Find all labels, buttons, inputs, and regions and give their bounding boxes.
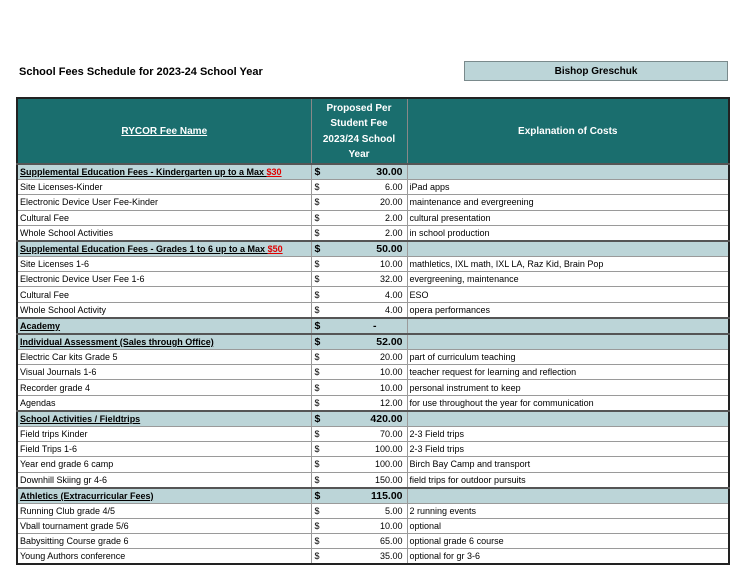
section-row [17, 488, 729, 504]
fee-amount: 150.00 [327, 472, 407, 488]
fee-explanation: part of curriculum teaching [407, 349, 729, 364]
currency-symbol: $ [311, 180, 327, 195]
section-name: Athletics (Extracurricular Fees) [17, 488, 311, 504]
section-max-amount: $50 [267, 243, 283, 254]
currency-symbol: $ [311, 549, 327, 565]
currency-symbol: $ [311, 503, 327, 518]
table-row [17, 256, 729, 271]
fee-name: Site Licenses 1-6 [17, 256, 311, 271]
fee-explanation: 2-3 Field trips [407, 426, 729, 441]
fee-amount: 5.00 [327, 503, 407, 518]
fee-amount: 2.00 [327, 225, 407, 241]
fee-explanation: optional for gr 3-6 [407, 549, 729, 565]
school-name-box [464, 61, 728, 81]
table-row [17, 472, 729, 488]
currency-symbol: $ [311, 256, 327, 271]
school-name: Bishop Greschuk [554, 65, 638, 77]
section-name: Supplemental Education Fees - Kindergarten up to a Max $30 [17, 164, 311, 180]
currency-symbol: $ [311, 518, 327, 533]
currency-symbol: $ [311, 272, 327, 287]
table-row [17, 195, 729, 210]
section-max-amount: $30 [266, 167, 282, 177]
proposed-line-2: Student Fee [330, 118, 388, 129]
fee-explanation: optional [407, 518, 729, 533]
fee-amount: 4.00 [327, 287, 407, 302]
currency-symbol: $ [311, 225, 327, 241]
table-row [17, 380, 729, 395]
table-row [17, 287, 729, 302]
fee-explanation: opera performances [407, 302, 729, 318]
table-row [17, 457, 729, 472]
currency-symbol: $ [311, 287, 327, 302]
fee-amount: 10.00 [327, 256, 407, 271]
section-row [17, 164, 729, 180]
currency-symbol: $ [311, 457, 327, 472]
section-name: Individual Assessment (Sales through Office) [17, 334, 311, 350]
fee-name: Downhill Skiing gr 4-6 [17, 472, 311, 488]
currency-symbol: $ [311, 441, 327, 456]
column-header-name: RYCOR Fee Name [17, 98, 311, 164]
table-row [17, 426, 729, 441]
currency-symbol: $ [311, 302, 327, 318]
section-amount: 50.00 [327, 241, 407, 257]
column-header-proposed [311, 98, 407, 164]
fees-table-body [17, 164, 729, 564]
fee-amount: 70.00 [327, 426, 407, 441]
currency-symbol: $ [311, 426, 327, 441]
currency-symbol: $ [311, 210, 327, 225]
fee-name: Visual Journals 1-6 [17, 365, 311, 380]
fee-explanation: Birch Bay Camp and transport [407, 457, 729, 472]
fee-amount: 32.00 [327, 272, 407, 287]
fee-explanation: cultural presentation [407, 210, 729, 225]
table-row [17, 549, 729, 565]
section-row [17, 318, 729, 334]
fee-amount: 4.00 [327, 302, 407, 318]
fee-explanation: evergreening, maintenance [407, 272, 729, 287]
fee-name: Recorder grade 4 [17, 380, 311, 395]
currency-symbol: $ [311, 488, 327, 504]
table-row [17, 503, 729, 518]
fee-name: Cultural Fee [17, 210, 311, 225]
section-amount: - [327, 318, 407, 334]
column-header-explanation: Explanation of Costs [407, 98, 729, 164]
currency-symbol: $ [311, 349, 327, 364]
currency-symbol: $ [311, 534, 327, 549]
fee-amount: 20.00 [327, 195, 407, 210]
fee-explanation: maintenance and evergreening [407, 195, 729, 210]
fee-name: Field trips Kinder [17, 426, 311, 441]
fee-explanation: 2-3 Field trips [407, 441, 729, 456]
fee-name: Site Licenses-Kinder [17, 180, 311, 195]
table-row [17, 349, 729, 364]
fee-name: Cultural Fee [17, 287, 311, 302]
currency-symbol: $ [311, 334, 327, 350]
section-row [17, 241, 729, 257]
fee-name: Electronic Device User Fee 1-6 [17, 272, 311, 287]
fee-explanation: in school production [407, 225, 729, 241]
table-row [17, 210, 729, 225]
table-row [17, 395, 729, 411]
section-amount: 52.00 [327, 334, 407, 350]
fee-amount: 100.00 [327, 457, 407, 472]
section-note [407, 488, 729, 504]
fee-amount: 10.00 [327, 380, 407, 395]
currency-symbol: $ [311, 195, 327, 210]
table-row [17, 534, 729, 549]
fees-table [16, 97, 730, 565]
fee-name: Whole School Activities [17, 225, 311, 241]
table-row [17, 180, 729, 195]
section-name: Supplemental Education Fees - Grades 1 to 6 up to a Max $50 [17, 241, 311, 257]
currency-symbol: $ [311, 365, 327, 380]
currency-symbol: $ [311, 472, 327, 488]
fee-name: Running Club grade 4/5 [17, 503, 311, 518]
fee-explanation: optional grade 6 course [407, 534, 729, 549]
table-row [17, 518, 729, 533]
fee-amount: 10.00 [327, 518, 407, 533]
table-header-row [17, 98, 729, 164]
section-name: Academy [17, 318, 311, 334]
fee-name: Whole School Activity [17, 302, 311, 318]
section-note [407, 411, 729, 427]
currency-symbol: $ [311, 318, 327, 334]
table-row [17, 225, 729, 241]
currency-symbol: $ [311, 380, 327, 395]
currency-symbol: $ [311, 395, 327, 411]
fee-name: Agendas [17, 395, 311, 411]
section-row [17, 334, 729, 350]
proposed-line-3: 2023/24 School [322, 133, 396, 145]
fee-name: Babysitting Course grade 6 [17, 534, 311, 549]
proposed-line-1: Proposed Per [326, 102, 392, 114]
fee-amount: 10.00 [327, 365, 407, 380]
fee-explanation: mathletics, IXL math, IXL LA, Raz Kid, Brain Pop [407, 256, 729, 271]
currency-symbol: $ [311, 241, 327, 257]
fee-explanation: 2 running events [407, 503, 729, 518]
fee-name: Field Trips 1-6 [17, 441, 311, 456]
fee-name: Young Authors conference [17, 549, 311, 565]
section-name: School Activities / Fieldtrips [17, 411, 311, 427]
section-row [17, 411, 729, 427]
fee-amount: 12.00 [327, 395, 407, 411]
currency-symbol: $ [311, 164, 327, 180]
fee-explanation: teacher request for learning and reflection [407, 365, 729, 380]
section-note [407, 318, 729, 334]
fee-amount: 6.00 [327, 180, 407, 195]
fee-explanation: personal instrument to keep [407, 380, 729, 395]
proposed-line-4: Year [348, 149, 370, 160]
fee-explanation: for use throughout the year for communication [407, 395, 729, 411]
fee-amount: 2.00 [327, 210, 407, 225]
fee-name: Vball tournament grade 5/6 [17, 518, 311, 533]
fee-name: Electronic Device User Fee-Kinder [17, 195, 311, 210]
currency-symbol: $ [311, 411, 327, 427]
fee-name: Electric Car kits Grade 5 [17, 349, 311, 364]
table-row [17, 441, 729, 456]
section-amount: 115.00 [327, 488, 407, 504]
section-note [407, 241, 729, 257]
table-row [17, 272, 729, 287]
page-title: School Fees Schedule for 2023-24 School Year [19, 66, 263, 78]
fee-amount: 100.00 [327, 441, 407, 456]
section-amount: 420.00 [327, 411, 407, 427]
fee-amount: 20.00 [327, 349, 407, 364]
fee-explanation: iPad apps [407, 180, 729, 195]
section-note [407, 164, 729, 180]
table-row [17, 365, 729, 380]
table-row [17, 302, 729, 318]
fee-amount: 65.00 [327, 534, 407, 549]
fee-amount: 35.00 [327, 549, 407, 565]
fee-name: Year end grade 6 camp [17, 457, 311, 472]
fee-explanation: field trips for outdoor pursuits [407, 472, 729, 488]
section-note [407, 334, 729, 350]
section-amount: 30.00 [327, 164, 407, 180]
fee-explanation: ESO [407, 287, 729, 302]
